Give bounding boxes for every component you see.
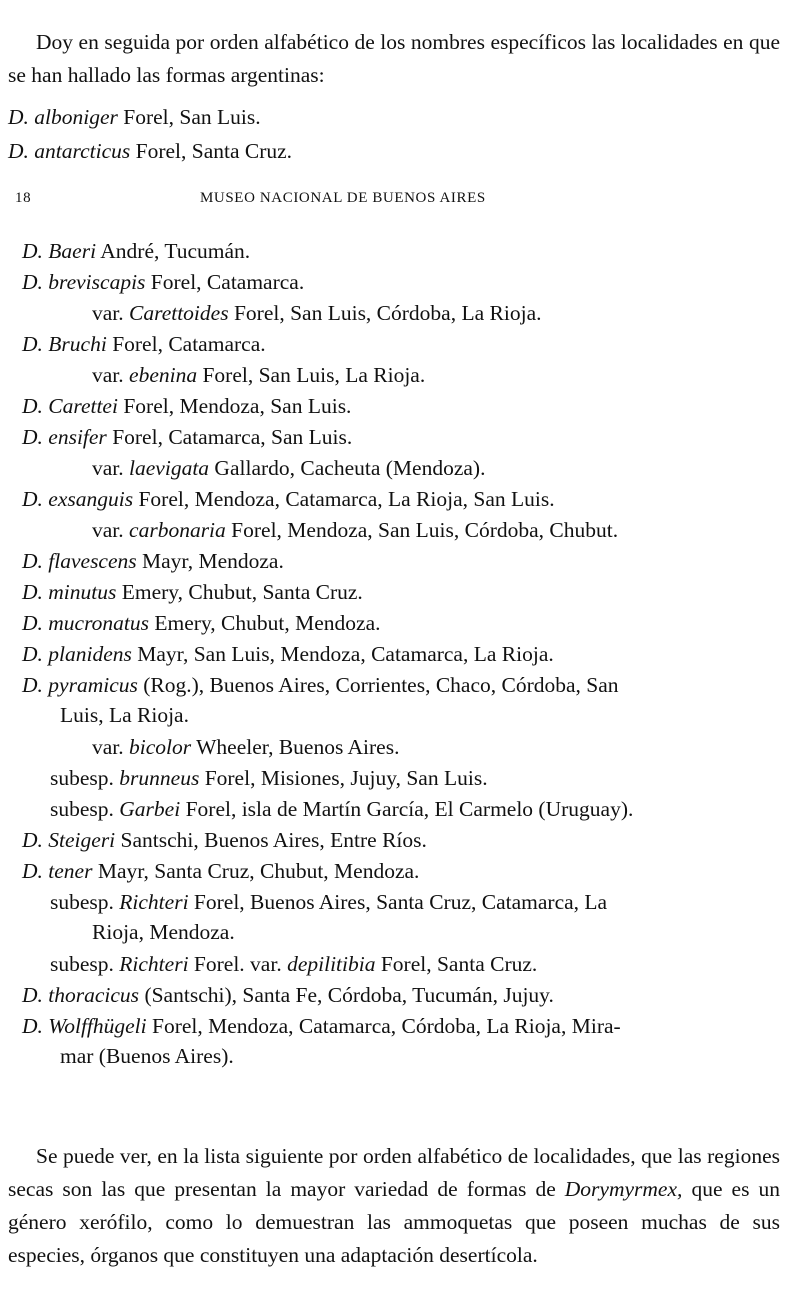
entry-locality: Mayr, Mendoza. bbox=[142, 549, 284, 573]
running-head bbox=[0, 186, 800, 210]
entry-locality: (Rog.), Buenos Aires, Corrientes, Chaco, Córdoba, San bbox=[143, 673, 619, 697]
list-item bbox=[92, 360, 425, 390]
entry-continuation: Luis, La Rioja. bbox=[60, 703, 189, 727]
entry-locality: Forel, Mendoza, Catamarca, Córdoba, La Rioja, Mira- bbox=[152, 1014, 621, 1038]
species-name: Richteri bbox=[119, 952, 189, 976]
entry-prefix: var. bbox=[92, 456, 124, 480]
species-name: alboniger bbox=[34, 105, 118, 129]
entry-locality: Santschi, Buenos Aires, Entre Ríos. bbox=[120, 828, 427, 852]
running-head-title: MUSEO NACIONAL DE BUENOS AIRES bbox=[200, 190, 486, 206]
list-item bbox=[22, 577, 363, 607]
entry-locality: Forel, San Luis, Córdoba, La Rioja. bbox=[233, 301, 542, 325]
entry-locality: Forel, Catamarca. bbox=[150, 270, 305, 294]
variety-name: depilitibia bbox=[287, 952, 376, 976]
species-name: minutus bbox=[48, 580, 117, 604]
list-item bbox=[22, 391, 351, 421]
entry-prefix: D. bbox=[22, 828, 43, 852]
species-name: Richteri bbox=[119, 890, 189, 914]
species-name: Carettei bbox=[48, 394, 118, 418]
list-item bbox=[22, 825, 427, 855]
entry-prefix: var. bbox=[92, 363, 124, 387]
species-name: exsanguis bbox=[48, 487, 134, 511]
entry-continuation: Rioja, Mendoza. bbox=[92, 920, 235, 944]
list-item bbox=[22, 980, 554, 1010]
entry-locality: Forel, Misiones, Jujuy, San Luis. bbox=[204, 766, 488, 790]
species-name: Carettoides bbox=[129, 301, 229, 325]
species-name: mucronatus bbox=[48, 611, 150, 635]
species-name: flavescens bbox=[48, 549, 137, 573]
entry-prefix: D. bbox=[22, 673, 43, 697]
entry-prefix: D. bbox=[22, 1014, 43, 1038]
entry-locality: Mayr, San Luis, Mendoza, Catamarca, La Rioja. bbox=[137, 642, 554, 666]
list-item bbox=[8, 102, 261, 132]
species-name: thoracicus bbox=[48, 983, 140, 1007]
species-name: antarcticus bbox=[34, 139, 131, 163]
species-name: tener bbox=[48, 859, 93, 883]
list-item bbox=[22, 546, 284, 576]
list-item bbox=[22, 608, 381, 638]
list-item bbox=[50, 887, 768, 947]
species-name: planidens bbox=[48, 642, 132, 666]
list-item bbox=[22, 267, 304, 297]
entry-locality: Forel, Catamarca, San Luis. bbox=[112, 425, 353, 449]
entry-prefix: D. bbox=[22, 239, 43, 263]
genus-name: Dorymyrmex, bbox=[564, 1176, 683, 1201]
entry-prefix: D. bbox=[22, 270, 43, 294]
list-item bbox=[50, 763, 488, 793]
closing-text-end: que es un género xerófilo, como lo demuestran las ammoquetas que poseen muchas de sus especies, órganos que constituyen una adaptación desertícola. bbox=[8, 1176, 780, 1267]
species-name: Baeri bbox=[48, 239, 97, 263]
entry-prefix: D. bbox=[8, 105, 29, 129]
list-item bbox=[8, 136, 292, 166]
entry-locality: Forel, isla de Martín García, El Carmelo (Uruguay). bbox=[185, 797, 634, 821]
species-name: breviscapis bbox=[48, 270, 146, 294]
list-item bbox=[22, 329, 266, 359]
list-item bbox=[50, 949, 537, 979]
species-name: Bruchi bbox=[48, 332, 107, 356]
species-name: brunneus bbox=[119, 766, 200, 790]
list-item bbox=[22, 670, 768, 730]
intro-paragraph: Doy en seguida por orden alfabético de los nombres específicos las localidades en que se han hallado las formas argentinas: bbox=[8, 29, 780, 87]
entry-prefix: D. bbox=[22, 394, 43, 418]
list-item bbox=[92, 515, 618, 545]
entry-prefix: subesp. bbox=[50, 766, 114, 790]
closing-paragraph bbox=[8, 1140, 780, 1272]
entry-prefix: D. bbox=[22, 425, 43, 449]
entry-continuation: mar (Buenos Aires). bbox=[60, 1044, 234, 1068]
species-name: Wolffhügeli bbox=[48, 1014, 147, 1038]
entry-locality: Forel, Catamarca. bbox=[112, 332, 266, 356]
entry-prefix: D. bbox=[8, 139, 29, 163]
entry-locality: Mayr, Santa Cruz, Chubut, Mendoza. bbox=[97, 859, 420, 883]
entry-locality: Forel, Santa Cruz. bbox=[135, 139, 293, 163]
entry-locality: Forel, San Luis, La Rioja. bbox=[202, 363, 426, 387]
entry-locality: Forel, Buenos Aires, Santa Cruz, Catamarca, La bbox=[193, 890, 608, 914]
species-name: pyramicus bbox=[48, 673, 138, 697]
list-item bbox=[92, 453, 485, 483]
species-name: carbonaria bbox=[129, 518, 226, 542]
list-item bbox=[92, 732, 399, 762]
entry-locality: Forel, Mendoza, Catamarca, La Rioja, San Luis. bbox=[138, 487, 555, 511]
species-name: ensifer bbox=[48, 425, 107, 449]
entry-locality: Emery, Chubut, Santa Cruz. bbox=[121, 580, 363, 604]
entry-prefix: subesp. bbox=[50, 952, 114, 976]
entry-prefix: D. bbox=[22, 642, 43, 666]
entry-prefix: var. bbox=[92, 735, 124, 759]
entry-locality: Forel, Mendoza, San Luis. bbox=[123, 394, 352, 418]
entry-locality: Forel. var. bbox=[193, 952, 282, 976]
entry-prefix: D. bbox=[22, 859, 43, 883]
entry-prefix: subesp. bbox=[50, 890, 114, 914]
page-number: 18 bbox=[15, 190, 32, 206]
entry-prefix: D. bbox=[22, 332, 43, 356]
entry-locality: Gallardo, Cacheuta (Mendoza). bbox=[214, 456, 486, 480]
entry-locality: André, Tucumán. bbox=[100, 239, 251, 263]
entry-prefix: D. bbox=[22, 611, 43, 635]
species-name: Garbei bbox=[119, 797, 181, 821]
list-item bbox=[22, 484, 555, 514]
entry-prefix: var. bbox=[92, 301, 124, 325]
species-name: ebenina bbox=[129, 363, 198, 387]
entry-prefix: D. bbox=[22, 549, 43, 573]
list-item bbox=[22, 236, 250, 266]
entry-prefix: var. bbox=[92, 518, 124, 542]
closing-text-start: Se puede ver, en la lista siguiente por orden alfabético de localidades, que las regiones secas son las que presentan la mayor variedad de formas de bbox=[8, 1143, 780, 1201]
entry-locality: (Santschi), Santa Fe, Córdoba, Tucumán, Jujuy. bbox=[144, 983, 554, 1007]
list-item bbox=[92, 298, 541, 328]
species-name: bicolor bbox=[129, 735, 192, 759]
species-name: laevigata bbox=[129, 456, 210, 480]
entry-prefix: D. bbox=[22, 580, 43, 604]
list-item bbox=[22, 422, 352, 452]
entry-prefix: D. bbox=[22, 487, 43, 511]
entry-locality: Forel, San Luis. bbox=[123, 105, 261, 129]
list-item bbox=[22, 1011, 768, 1071]
list-item bbox=[50, 794, 633, 824]
entry-prefix: subesp. bbox=[50, 797, 114, 821]
entry-locality: Forel, Mendoza, San Luis, Córdoba, Chubut. bbox=[231, 518, 619, 542]
entry-locality: Wheeler, Buenos Aires. bbox=[196, 735, 400, 759]
list-item bbox=[22, 639, 554, 669]
entry-locality-continued: Forel, Santa Cruz. bbox=[380, 952, 538, 976]
entry-prefix: D. bbox=[22, 983, 43, 1007]
species-name: Steigeri bbox=[48, 828, 116, 852]
list-item bbox=[22, 856, 419, 886]
entry-locality: Emery, Chubut, Mendoza. bbox=[154, 611, 381, 635]
